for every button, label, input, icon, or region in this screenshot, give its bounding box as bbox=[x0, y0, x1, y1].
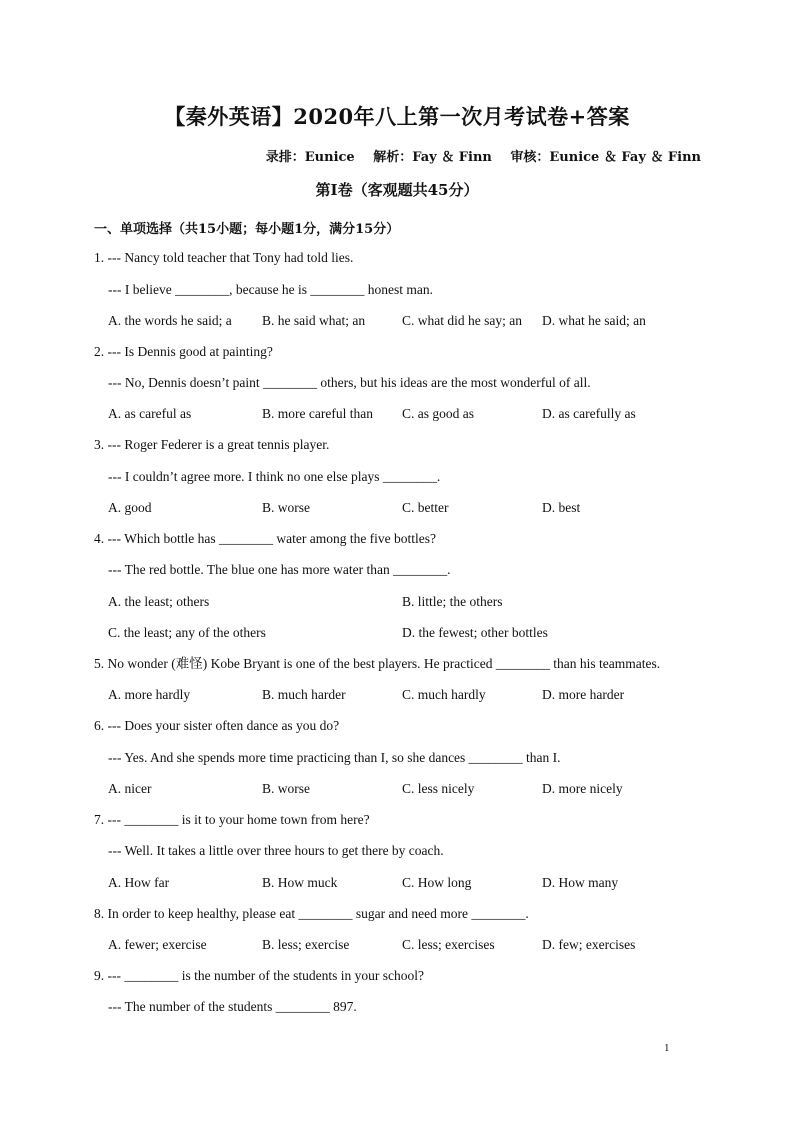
q6-option-a: A. nicer bbox=[108, 781, 152, 796]
q6-option-b: B. worse bbox=[262, 781, 310, 796]
q6-option-d: D. more nicely bbox=[542, 781, 623, 796]
q8-option-c: C. less; exercises bbox=[402, 937, 495, 952]
q7-option-a: A. How far bbox=[108, 875, 170, 890]
question-6-response: --- Yes. And she spends more time practicing than I, so she dances ________ than I. bbox=[108, 750, 561, 765]
page-title: 【秦外英语】2020年八上第一次月考试卷+答案 bbox=[164, 104, 630, 129]
q4-option-c: C. the least; any of the others bbox=[108, 625, 266, 640]
q8-option-a: A. fewer; exercise bbox=[108, 937, 207, 952]
q1-option-c: C. what did he say; an bbox=[402, 313, 522, 328]
q5-option-d: D. more harder bbox=[542, 687, 625, 702]
question-1: 1. --- Nancy told teacher that Tony had told lies. bbox=[94, 250, 354, 265]
q3-option-d: D. best bbox=[542, 500, 581, 515]
question-2: 2. --- Is Dennis good at painting? bbox=[94, 344, 273, 359]
q7-option-c: C. How long bbox=[402, 875, 472, 890]
q8-option-b: B. less; exercise bbox=[262, 937, 350, 952]
question-8: 8. In order to keep healthy, please eat ________ sugar and need more ________. bbox=[94, 906, 529, 921]
question-9: 9. --- ________ is the number of the students in your school? bbox=[94, 968, 424, 983]
volume-heading: 第I卷（客观题共45分） bbox=[315, 181, 479, 199]
section-heading: 一、单项选择（共15小题；每小题1分，满分15分） bbox=[94, 222, 400, 237]
credit-typesetter: 录排：Eunice bbox=[265, 150, 355, 165]
q4-option-b: B. little; the others bbox=[402, 594, 503, 609]
q5-option-b: B. much harder bbox=[262, 687, 346, 702]
q6-option-c: C. less nicely bbox=[402, 781, 475, 796]
question-2-response: --- No, Dennis doesn’t paint ________ others, but his ideas are the most wonderful of all. bbox=[108, 375, 591, 390]
question-4: 4. --- Which bottle has ________ water among the five bottles? bbox=[94, 531, 437, 546]
q2-option-c: C. as good as bbox=[402, 406, 474, 421]
credit-analysis: 解析：Fay ＆ Finn bbox=[373, 150, 492, 165]
question-3-response: --- I couldn’t agree more. I think no one else plays ________. bbox=[108, 469, 441, 484]
q1-option-a: A. the words he said; a bbox=[108, 313, 232, 328]
page-number: 1 bbox=[664, 1042, 670, 1054]
q7-option-d: D. How many bbox=[542, 875, 619, 890]
question-4-response: --- The red bottle. The blue one has more water than ________. bbox=[108, 562, 451, 577]
q2-option-d: D. as carefully as bbox=[542, 406, 636, 421]
q5-option-c: C. much hardly bbox=[402, 687, 486, 702]
q5-option-a: A. more hardly bbox=[108, 687, 191, 702]
question-3: 3. --- Roger Federer is a great tennis player. bbox=[94, 437, 330, 452]
q2-option-b: B. more careful than bbox=[262, 406, 373, 421]
q4-option-a: A. the least; others bbox=[108, 594, 210, 609]
question-7: 7. --- ________ is it to your home town from here? bbox=[94, 812, 370, 827]
credit-reviewer: 审核：Eunice ＆ Fay ＆ Finn bbox=[510, 150, 701, 165]
question-1-response: --- I believe ________, because he is ________ honest man. bbox=[108, 282, 434, 297]
q3-option-a: A. good bbox=[108, 500, 152, 515]
q4-option-d: D. the fewest; other bottles bbox=[402, 625, 548, 640]
q3-option-c: C. better bbox=[402, 500, 449, 515]
q1-option-d: D. what he said; an bbox=[542, 313, 646, 328]
question-7-response: --- Well. It takes a little over three hours to get there by coach. bbox=[108, 843, 444, 858]
question-9-response: --- The number of the students ________ 897. bbox=[108, 999, 357, 1014]
credits-line bbox=[266, 146, 701, 165]
q7-option-b: B. How muck bbox=[262, 875, 338, 890]
question-5: 5. No wonder (难怪) Kobe Bryant is one of the best players. He practiced ________ than his teammates. bbox=[94, 656, 661, 671]
q3-option-b: B. worse bbox=[262, 500, 310, 515]
q1-option-b: B. he said what; an bbox=[262, 313, 366, 328]
q2-option-a: A. as careful as bbox=[108, 406, 192, 421]
q8-option-d: D. few; exercises bbox=[542, 937, 636, 952]
question-6: 6. --- Does your sister often dance as you do? bbox=[94, 718, 340, 733]
